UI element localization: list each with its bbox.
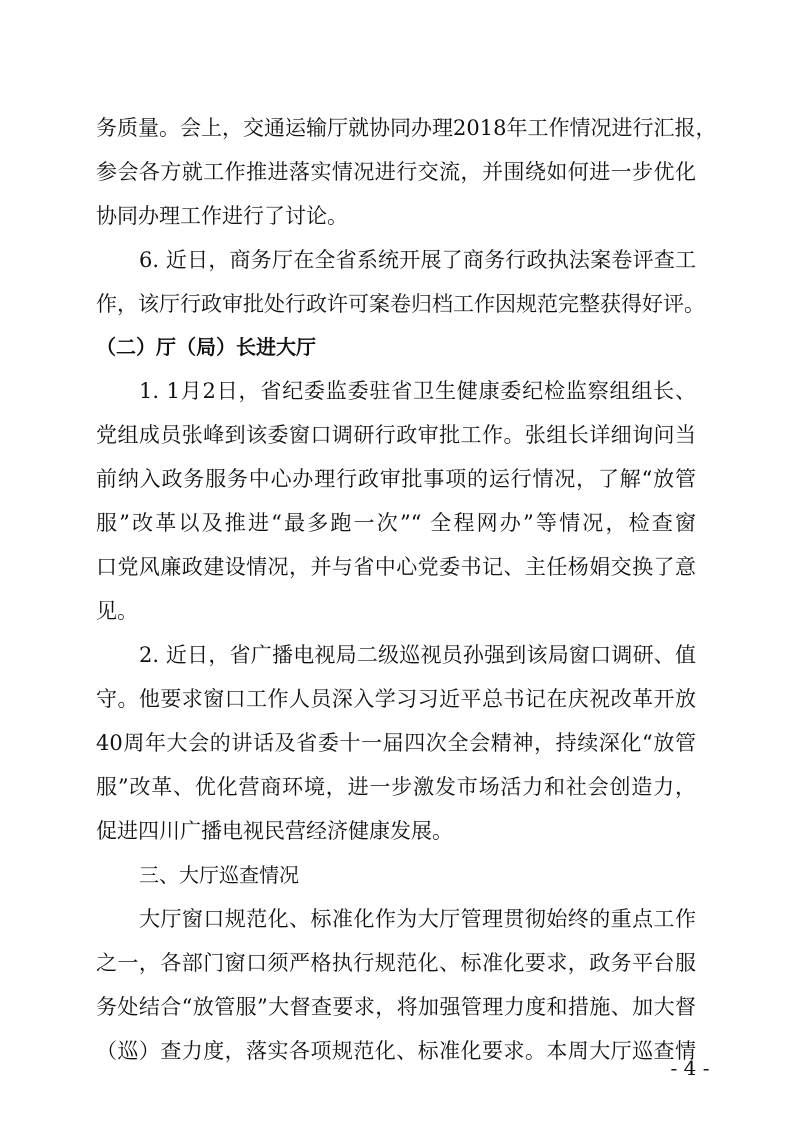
body-text-line: 务处结合“放管服”大督查要求，将加强管理力度和措施、加大督 xyxy=(96,995,696,1019)
section-heading: 三、大厅巡查情况 xyxy=(139,863,299,887)
body-text-line: 守。他要求窗口工作人员深入学习习近平总书记在庆祝改革开放 xyxy=(96,687,696,711)
body-text-line: 协同办理工作进行了讨论。 xyxy=(96,204,348,228)
body-text-line: 务质量。会上，交通运输厅就协同办理2018年工作情况进行汇报， xyxy=(96,116,717,140)
page-number: - 4 - xyxy=(670,1056,710,1080)
body-text-line: 1. 1月2日，省纪委监委驻省卫生健康委纪检监察组组长、 xyxy=(139,379,696,403)
body-text-line: 40周年大会的讲话及省委十一届四次全会精神，持续深化“放管 xyxy=(96,731,696,755)
section-heading: （二）厅（局）长进大厅 xyxy=(96,335,316,359)
body-text-line: 服”改革以及推进“最多跑一次”“ 全程网办”等情况，检查窗 xyxy=(96,511,696,535)
body-text-line: （巡）查力度，落实各项规范化、标准化要求。本周大厅巡查情 xyxy=(96,1039,696,1063)
body-text-line: 服”改革、优化营商环境，进一步激发市场活力和社会创造力， xyxy=(96,775,696,799)
body-text-line: 6. 近日，商务厅在全省系统开展了商务行政执法案卷评查工 xyxy=(139,248,696,272)
body-text-line: 参会各方就工作推进落实情况进行交流，并围绕如何进一步优化 xyxy=(96,160,696,184)
body-text-line: 党组成员张峰到该委窗口调研行政审批工作。张组长详细询问当 xyxy=(96,423,696,447)
body-text-line: 促进四川广播电视民营经济健康发展。 xyxy=(96,819,453,843)
body-text-line: 前纳入政务服务中心办理行政审批事项的运行情况，了解“放管 xyxy=(96,467,696,491)
body-text-line: 大厅窗口规范化、标准化作为大厅管理贯彻始终的重点工作 xyxy=(139,907,696,931)
body-text-line: 作，该厅行政审批处行政许可案卷归档工作因规范完整获得好评。 xyxy=(96,292,705,316)
body-text-line: 之一，各部门窗口须严格执行规范化、标准化要求，政务平台服 xyxy=(96,951,696,975)
body-text-line: 见。 xyxy=(96,599,138,623)
body-text-line: 2. 近日，省广播电视局二级巡视员孙强到该局窗口调研、值 xyxy=(139,643,696,667)
body-text-line: 口党风廉政建设情况，并与省中心党委书记、主任杨娟交换了意 xyxy=(96,555,696,579)
